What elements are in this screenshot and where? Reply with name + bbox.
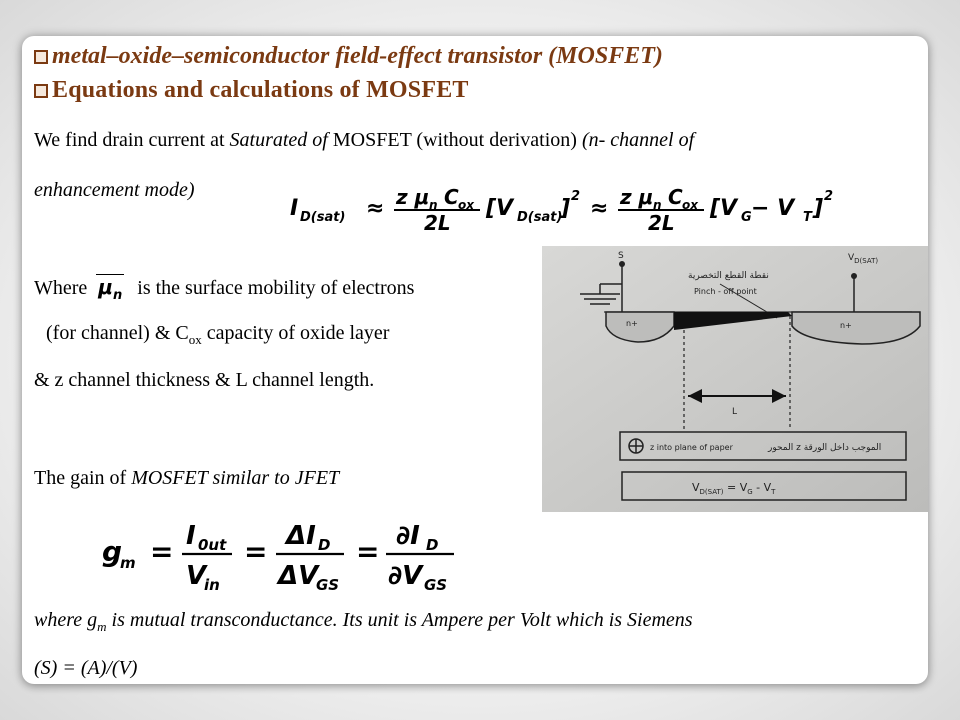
title-text-1: metal–oxide–semiconductor field-effect transistor (MOSFET) xyxy=(52,43,663,69)
intro-line-1 xyxy=(34,128,694,152)
eq1-num-2: z μ xyxy=(620,185,654,209)
eq1-num-2-sub: n xyxy=(653,198,662,212)
z-axis-arabic: المحور z الموجب داخل الورقة xyxy=(768,443,882,453)
mu-symbol xyxy=(96,274,124,308)
eq1-cox-1-sub: ox xyxy=(458,198,474,212)
eq1-bracket-2-sub: G xyxy=(741,210,752,225)
where-word: Where xyxy=(34,277,88,299)
cox-text-rest: capacity of oxide layer xyxy=(201,322,390,344)
drain-label: $V_{D(SAT)}$ xyxy=(848,253,879,265)
footer-sub: m xyxy=(97,619,107,634)
length-label: L xyxy=(732,407,738,417)
eq2-equals-1: = xyxy=(150,535,174,568)
cox-sub: ox xyxy=(188,332,202,347)
footer-text: where g xyxy=(34,609,98,631)
eq2-iout-sub: 0ut xyxy=(198,536,227,554)
eq2-dI-sub: D xyxy=(318,536,331,554)
mu-sub: n xyxy=(113,288,123,303)
eq1-den-2: 2L xyxy=(648,211,675,234)
footer-line-2: (S) = (A)/(V) xyxy=(34,657,138,679)
n-plus-right-label: n+ xyxy=(840,321,852,330)
eq1-lhs-sub: D(sat) xyxy=(300,210,346,225)
eq2-vin-sub: in xyxy=(204,576,220,594)
slide xyxy=(22,36,928,684)
eq2-iout: I xyxy=(186,521,196,551)
where-line-1 xyxy=(34,274,414,308)
intro-italic: Saturated of xyxy=(229,129,328,151)
transconductance-equation xyxy=(100,516,460,594)
slide-title-line-1 xyxy=(34,42,663,70)
eq1-square-2: 2 xyxy=(824,189,834,204)
eq1-cox-2: C xyxy=(668,185,683,209)
eq1-approx-1: ≈ xyxy=(366,196,385,221)
eq1-bracket-1: [V xyxy=(486,196,514,221)
title-text-2: Equations and calculations of MOSFET xyxy=(52,77,469,103)
eq2-gm: g xyxy=(102,535,123,568)
eq2-equals-3: = xyxy=(356,535,380,568)
footer-line-1 xyxy=(34,608,693,639)
eq1-bracket-2: [V xyxy=(710,196,738,221)
slide-title-line-2 xyxy=(34,76,469,104)
cox-text: (for channel) & C xyxy=(46,322,189,344)
pinch-off-diagram xyxy=(542,246,928,512)
bullet-checkbox-icon xyxy=(34,84,48,98)
intro-text: MOSFET (without derivation) xyxy=(327,129,582,151)
eq1-lhs: I xyxy=(290,196,299,221)
eq1-bracket-2-minus: − V xyxy=(751,196,795,221)
eq1-bracket-2-sub2: T xyxy=(803,210,812,225)
source-label: S xyxy=(618,251,624,261)
eq2-equals-2: = xyxy=(244,535,268,568)
eq2-dV-sub: GS xyxy=(316,576,340,594)
eq2-pI: ∂I xyxy=(396,521,420,551)
where-line-2 xyxy=(46,321,389,352)
where-line-3: & z channel thickness & L channel length. xyxy=(34,369,375,391)
source-terminal-icon xyxy=(619,261,625,267)
eq2-dV: ΔV xyxy=(278,561,319,591)
drain-terminal-icon xyxy=(851,273,857,279)
pinch-off-arabic: نقطة القطع التخصرية xyxy=(688,271,769,281)
eq1-num-1: z μ xyxy=(396,185,430,209)
footer-text-rest: is mutual transconductance. Its unit is Ampere per Volt which is Siemens xyxy=(106,609,693,631)
eq1-cox-2-sub: ox xyxy=(682,198,698,212)
eq1-square: 2 xyxy=(571,189,581,204)
eq1-den-1: 2L xyxy=(424,211,451,234)
gain-line xyxy=(34,466,339,490)
z-plane-label: z into plane of paper xyxy=(650,443,733,452)
eq2-pI-sub: D xyxy=(426,536,439,554)
bullet-checkbox-icon xyxy=(34,50,48,64)
eq1-bracket-1-end: ] xyxy=(560,196,571,221)
eq1-approx-2: ≈ xyxy=(590,196,609,221)
eq2-pV-sub: GS xyxy=(424,576,448,594)
vdsat-formula: $V_{D(SAT)} = V_G - V_T$ xyxy=(692,481,776,496)
intro-italic: (n- channel of xyxy=(581,129,695,151)
mu-char: μ xyxy=(98,275,114,299)
eq2-vin: V xyxy=(186,561,207,591)
gain-text: The gain of xyxy=(34,467,132,489)
eq2-gm-sub: m xyxy=(120,554,136,572)
intro-text: We find drain current at xyxy=(34,129,230,151)
mosfet-pinch-off-photo xyxy=(542,246,928,512)
eq2-pV: ∂V xyxy=(388,561,423,591)
gain-italic: MOSFET similar to JFET xyxy=(131,467,340,489)
eq1-bracket-2-end: ] xyxy=(813,196,824,221)
mobility-text: is the surface mobility of electrons xyxy=(137,277,415,299)
eq2-dI: ΔI xyxy=(286,521,316,551)
intro-line-2: enhancement mode) xyxy=(34,179,195,201)
eq1-bracket-1-sub: D(sat) xyxy=(517,210,563,225)
eq1-cox-1: C xyxy=(444,185,459,209)
eq1-num-1-sub: n xyxy=(429,198,438,212)
drain-current-equation xyxy=(290,184,870,234)
pinch-off-label: Pinch - off point xyxy=(694,287,757,296)
n-plus-left-label: n+ xyxy=(626,319,638,328)
